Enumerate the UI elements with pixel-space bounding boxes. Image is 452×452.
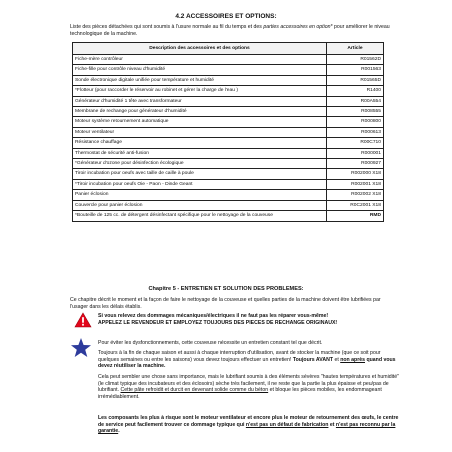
warning-triangle-icon (74, 312, 92, 328)
p3-underlined: Cette pâte refroidit et durcit en devenant solide comme du béton (120, 387, 269, 394)
section-title: 4.2 ACCESSOIRES ET OPTIONS: (175, 13, 277, 20)
maintenance-paragraph-3 (98, 374, 400, 400)
row-description: Moteur ventilateur (73, 127, 327, 137)
header-article: Article (327, 43, 384, 55)
intro-text: Liste des pièces détachées qui sont soumis à l'usure normale au fil du temps et des (70, 24, 264, 30)
row-description: *Générateur d'ozone pour désinfection écologique (73, 159, 327, 169)
row-article: R00A554 (327, 96, 384, 106)
p4-mid: et (328, 421, 336, 428)
row-article: R002001 X18 (327, 179, 384, 189)
intro-italic: parties accessoires en option* (263, 24, 333, 30)
row-article: R001563 (327, 65, 384, 75)
table-row (73, 86, 384, 96)
intro-rest: pour améliorer le niveau technologique de la machine. (70, 24, 390, 37)
table-row (73, 117, 384, 127)
row-article: R0C2001 X18 (327, 200, 384, 210)
p4-end: . (118, 428, 120, 435)
table-row (73, 138, 384, 148)
row-article: R01562D (327, 55, 384, 65)
row-article: R002002 X18 (327, 190, 384, 200)
row-description: Moteur système retournement automatique (73, 117, 327, 127)
p2-mid: et (333, 356, 341, 363)
maintenance-paragraph-2 (98, 350, 400, 370)
table-header-row (73, 43, 384, 55)
row-description: Générateur d'humidité 1 tête avec transformateur (73, 96, 327, 106)
row-article: R000927 (327, 159, 384, 169)
row-description: Panier éclosion (73, 190, 327, 200)
table-row (73, 65, 384, 75)
p2-bold-before: Toujours AVANT (292, 356, 333, 363)
row-description: Couvercle pour panier éclosion (73, 200, 327, 210)
table-row (73, 96, 384, 106)
row-article: RMD (327, 211, 384, 221)
table-row (73, 107, 384, 117)
header-description: Description des accessoires et des options (73, 43, 327, 55)
warning-line-2: APPELEZ LE REVENDEUR ET EMPLOYEZ TOUJOURS DES PIECES DE RECHANGE ORIGINAUX! (98, 319, 338, 326)
table-row (73, 127, 384, 137)
row-article: R01565D (327, 75, 384, 85)
p2-end: quand vous devez réutiliser la machine. (98, 356, 396, 370)
row-description: Fiche-fille pour contrôle niveau d'humidité (73, 65, 327, 75)
p4-underlined-2: n'est pas reconnu par la garantie (98, 421, 396, 435)
table-row (73, 179, 384, 189)
maintenance-paragraph-1: Pour éviter les dysfonctionnements, cette couveuse nécessite un entretien constant tel que décrit. (98, 340, 323, 346)
warning-line-1: Si vous relevez des dommages mécaniques/électriques il ne faut pas les réparer vous-même! (98, 313, 329, 319)
row-description: Membrane de rechange pour générateur d'humidité (73, 107, 327, 117)
warning-message (98, 313, 398, 326)
row-article: R000613 (327, 127, 384, 137)
row-article: R00C710 (327, 138, 384, 148)
row-description: *Tiroir incubation pour oeufs Oie - Paon - Dinde Geant (73, 179, 327, 189)
chapter-intro: Ce chapitre décrit le moment et la façon de faire le nettoyage de la couveuse et quelles parties de la machine doivent être lubrifiées par l'usager dans les délais établis. (70, 297, 381, 310)
p2-bold-not-after: non après (340, 356, 366, 363)
p2-text: Toujours à la fin de chaque saison et aussi à chaque interruption d'utilisation, avant de stocker la machine (que ce soit pour quelques semaines ou entre les saisons) vous devez toujours effectuer un entretien! (98, 350, 381, 363)
accessories-table (72, 42, 384, 222)
row-article: R000001 (327, 148, 384, 158)
table-row (73, 211, 384, 221)
table-row (73, 159, 384, 169)
row-description: *Flotteur (pour raccorder le réservoir au robinet et gérer la charge de l'eau ) (73, 86, 327, 96)
row-article: R008555 (327, 107, 384, 117)
row-article: R1400 (327, 86, 384, 96)
table-row (73, 190, 384, 200)
p3-text: Cela peut sembler une chose sans importance, mais le lubrifiant soumis à des éléments sévères "hautes températures et humidité" (le climat typique des incubateurs et des éclosoirs) sèche très facilement, il ne reste que la partie la plus épaisse et peu/pas de lubrifiant. (98, 374, 399, 394)
p4-underlined-1: n'est pas un défaut de fabrication (245, 421, 329, 428)
table-row (73, 200, 384, 210)
row-article: R002000 X18 (327, 169, 384, 179)
section-intro (70, 24, 390, 37)
p4-text: Les composants les plus à risque sont le moteur ventilateur et encore plus le moteur de retournement des œufs, le centre de service peut facilement trouver ce dommage typique qui (98, 415, 399, 428)
table-row (73, 55, 384, 65)
star-icon (70, 337, 92, 359)
table-row (73, 169, 384, 179)
row-description: Sonde électronique digitale unifiée pour température et humidité (73, 75, 327, 85)
chapter-title: Chapitre 5 - ENTRETIEN ET SOLUTION DES PROBLEMES: (148, 286, 304, 292)
row-article: R000800 (327, 117, 384, 127)
row-description: *Bouteille de 125 cc. de détergent désinfectant spécifique pour le nettoyage de la couveuse (73, 211, 327, 221)
row-description: Tiroir incubation pour oeufs avec taille de caille à poule (73, 169, 327, 179)
row-description: Résistance chauffage (73, 138, 327, 148)
row-description: Thermostat de sécurité anti-fusion (73, 148, 327, 158)
table-row (73, 75, 384, 85)
maintenance-paragraph-4 (98, 415, 400, 435)
p3-end: et bloque les pièces mobiles, les endommageant irrémédiablement. (98, 387, 382, 400)
table-row (73, 148, 384, 158)
row-description: Fiche-mère contrôleur (73, 55, 327, 65)
